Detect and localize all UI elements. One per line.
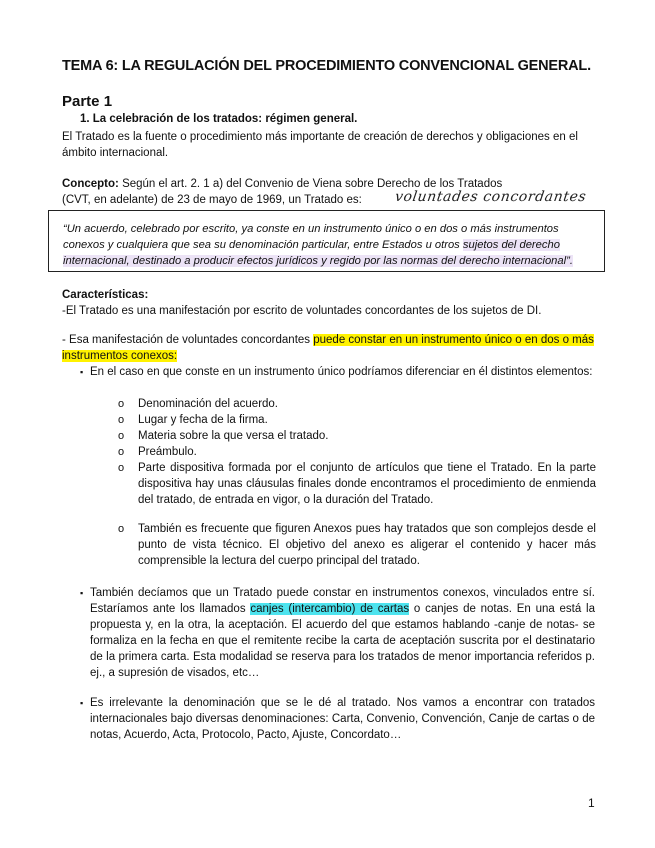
page-number: 1: [588, 796, 595, 810]
sub-marker: o: [118, 398, 125, 410]
bullet-canjes: [80, 585, 595, 681]
sub-marker: o: [118, 462, 125, 474]
sub-marker: o: [118, 414, 125, 426]
list-item: [118, 396, 596, 412]
bullet-marker: ▪: [80, 698, 84, 708]
list-item: [118, 444, 596, 460]
list-item: [118, 412, 596, 428]
bullet-marker: ▪: [80, 367, 84, 377]
bullet-instrumento-unico: [80, 364, 595, 380]
definition-quote-box: [48, 210, 605, 272]
concept-line1: Según el art. 2. 1 a) del Convenio de Viena sobre Derecho de los Tratados: [122, 178, 503, 190]
document-title: TEMA 6: LA REGULACIÓN DEL PROCEDIMIENTO CONVENCIONAL GENERAL.: [62, 58, 591, 74]
manifest-text: - Esa manifestación de voluntades concordantes: [62, 334, 314, 346]
concept-label: Concepto:: [62, 178, 119, 190]
section-heading: 1. La celebración de los tratados: régimen general.: [80, 113, 358, 125]
bullet-text-part: También decíamos que un Tratado puede constar en instrumentos conexos, vinculados entre sí. Estaríamos ante los llamados: [90, 587, 595, 615]
bullet-text-part: o canjes de notas. En una está la propuesta y, en la otra, la aceptación. El acuerdo del que estamos hablando -canje de notas- se formaliza en la fecha en que el remitente recibe la carta de aceptación suscrita por el destinatario de la primera carta. Esta modalidad se reserva para los tratados de menor importancia referidos p. ej., a supresión de visados, etc…: [90, 603, 595, 679]
bullet-text: Es irrelevante la denominación que se le dé al tratado. Nos vamos a encontrar con tratados internacionales bajo diversas denominaciones: Carta, Convenio, Convención, Canje de cartas o de notas, Acuerdo, Acta, Protocolo, Pacto, Ajuste, Concordato…: [90, 697, 595, 741]
bullet-highlight: canjes (intercambio) de cartas: [250, 603, 410, 615]
list-item-text: Parte dispositiva formada por el conjunto de artículos que tiene el Tratado. En la parte dispositiva hay unas cláusulas finales donde encontramos el procedimiento de enmienda del tratado, de entrada en vigor, o la duración del Tratado.: [138, 462, 596, 506]
list-item-text: Materia sobre la que versa el tratado.: [138, 430, 329, 442]
list-item: [118, 460, 596, 508]
part-heading: Parte 1: [62, 93, 113, 110]
list-item-text: Denominación del acuerdo.: [138, 398, 279, 410]
manifest-highlight: puede constar en un instrumento único o en dos o más instrumentos conexos:: [62, 334, 594, 362]
quote-text: “Un acuerdo, celebrado por escrito, ya conste en un instrumento único o en dos o más instrumentos conexos y cualquiera que sea su denominación particular, entre Estados u otros: [63, 223, 559, 251]
sub-marker: o: [118, 446, 125, 458]
bullet-text: En el caso en que conste en un instrumento único podríamos diferenciar en él distintos elementos:: [90, 366, 593, 378]
manifest-paragraph: [62, 332, 597, 364]
list-item-text: También es frecuente que figuren Anexos pues hay tratados que son complejos desde el punto de vista técnico. El objetivo del anexo es aligerar el contenido y hacer más comprensible la lectura del cuerpo principal del tratado.: [138, 523, 596, 567]
list-item: [118, 428, 596, 444]
bullet-denominacion: [80, 695, 595, 743]
sub-marker: o: [118, 430, 125, 442]
concept-line2: (CVT, en adelante) de 23 de mayo de 1969, un Tratado es:: [62, 194, 362, 206]
sub-marker: o: [118, 523, 125, 535]
characteristics-label: Características:: [62, 289, 149, 301]
bullet-marker: ▪: [80, 588, 84, 598]
handwritten-note: voluntades concordantes: [393, 189, 588, 205]
list-item-text: Lugar y fecha de la firma.: [138, 414, 268, 426]
characteristics-line: -El Tratado es una manifestación por escrito de voluntades concordantes de los sujetos de DI.: [62, 305, 542, 317]
characteristics-block: [62, 287, 597, 319]
intro-paragraph: El Tratado es la fuente o procedimiento más importante de creación de derechos y obligaciones en el ámbito internacional.: [62, 131, 578, 159]
list-item: [118, 521, 596, 569]
list-item-text: Preámbulo.: [138, 446, 197, 458]
quote-highlight: sujetos del derecho internacional, destinado a producir efectos jurídicos y regido por las normas del derecho internacional”.: [63, 239, 573, 267]
bullet-text: [90, 585, 595, 681]
